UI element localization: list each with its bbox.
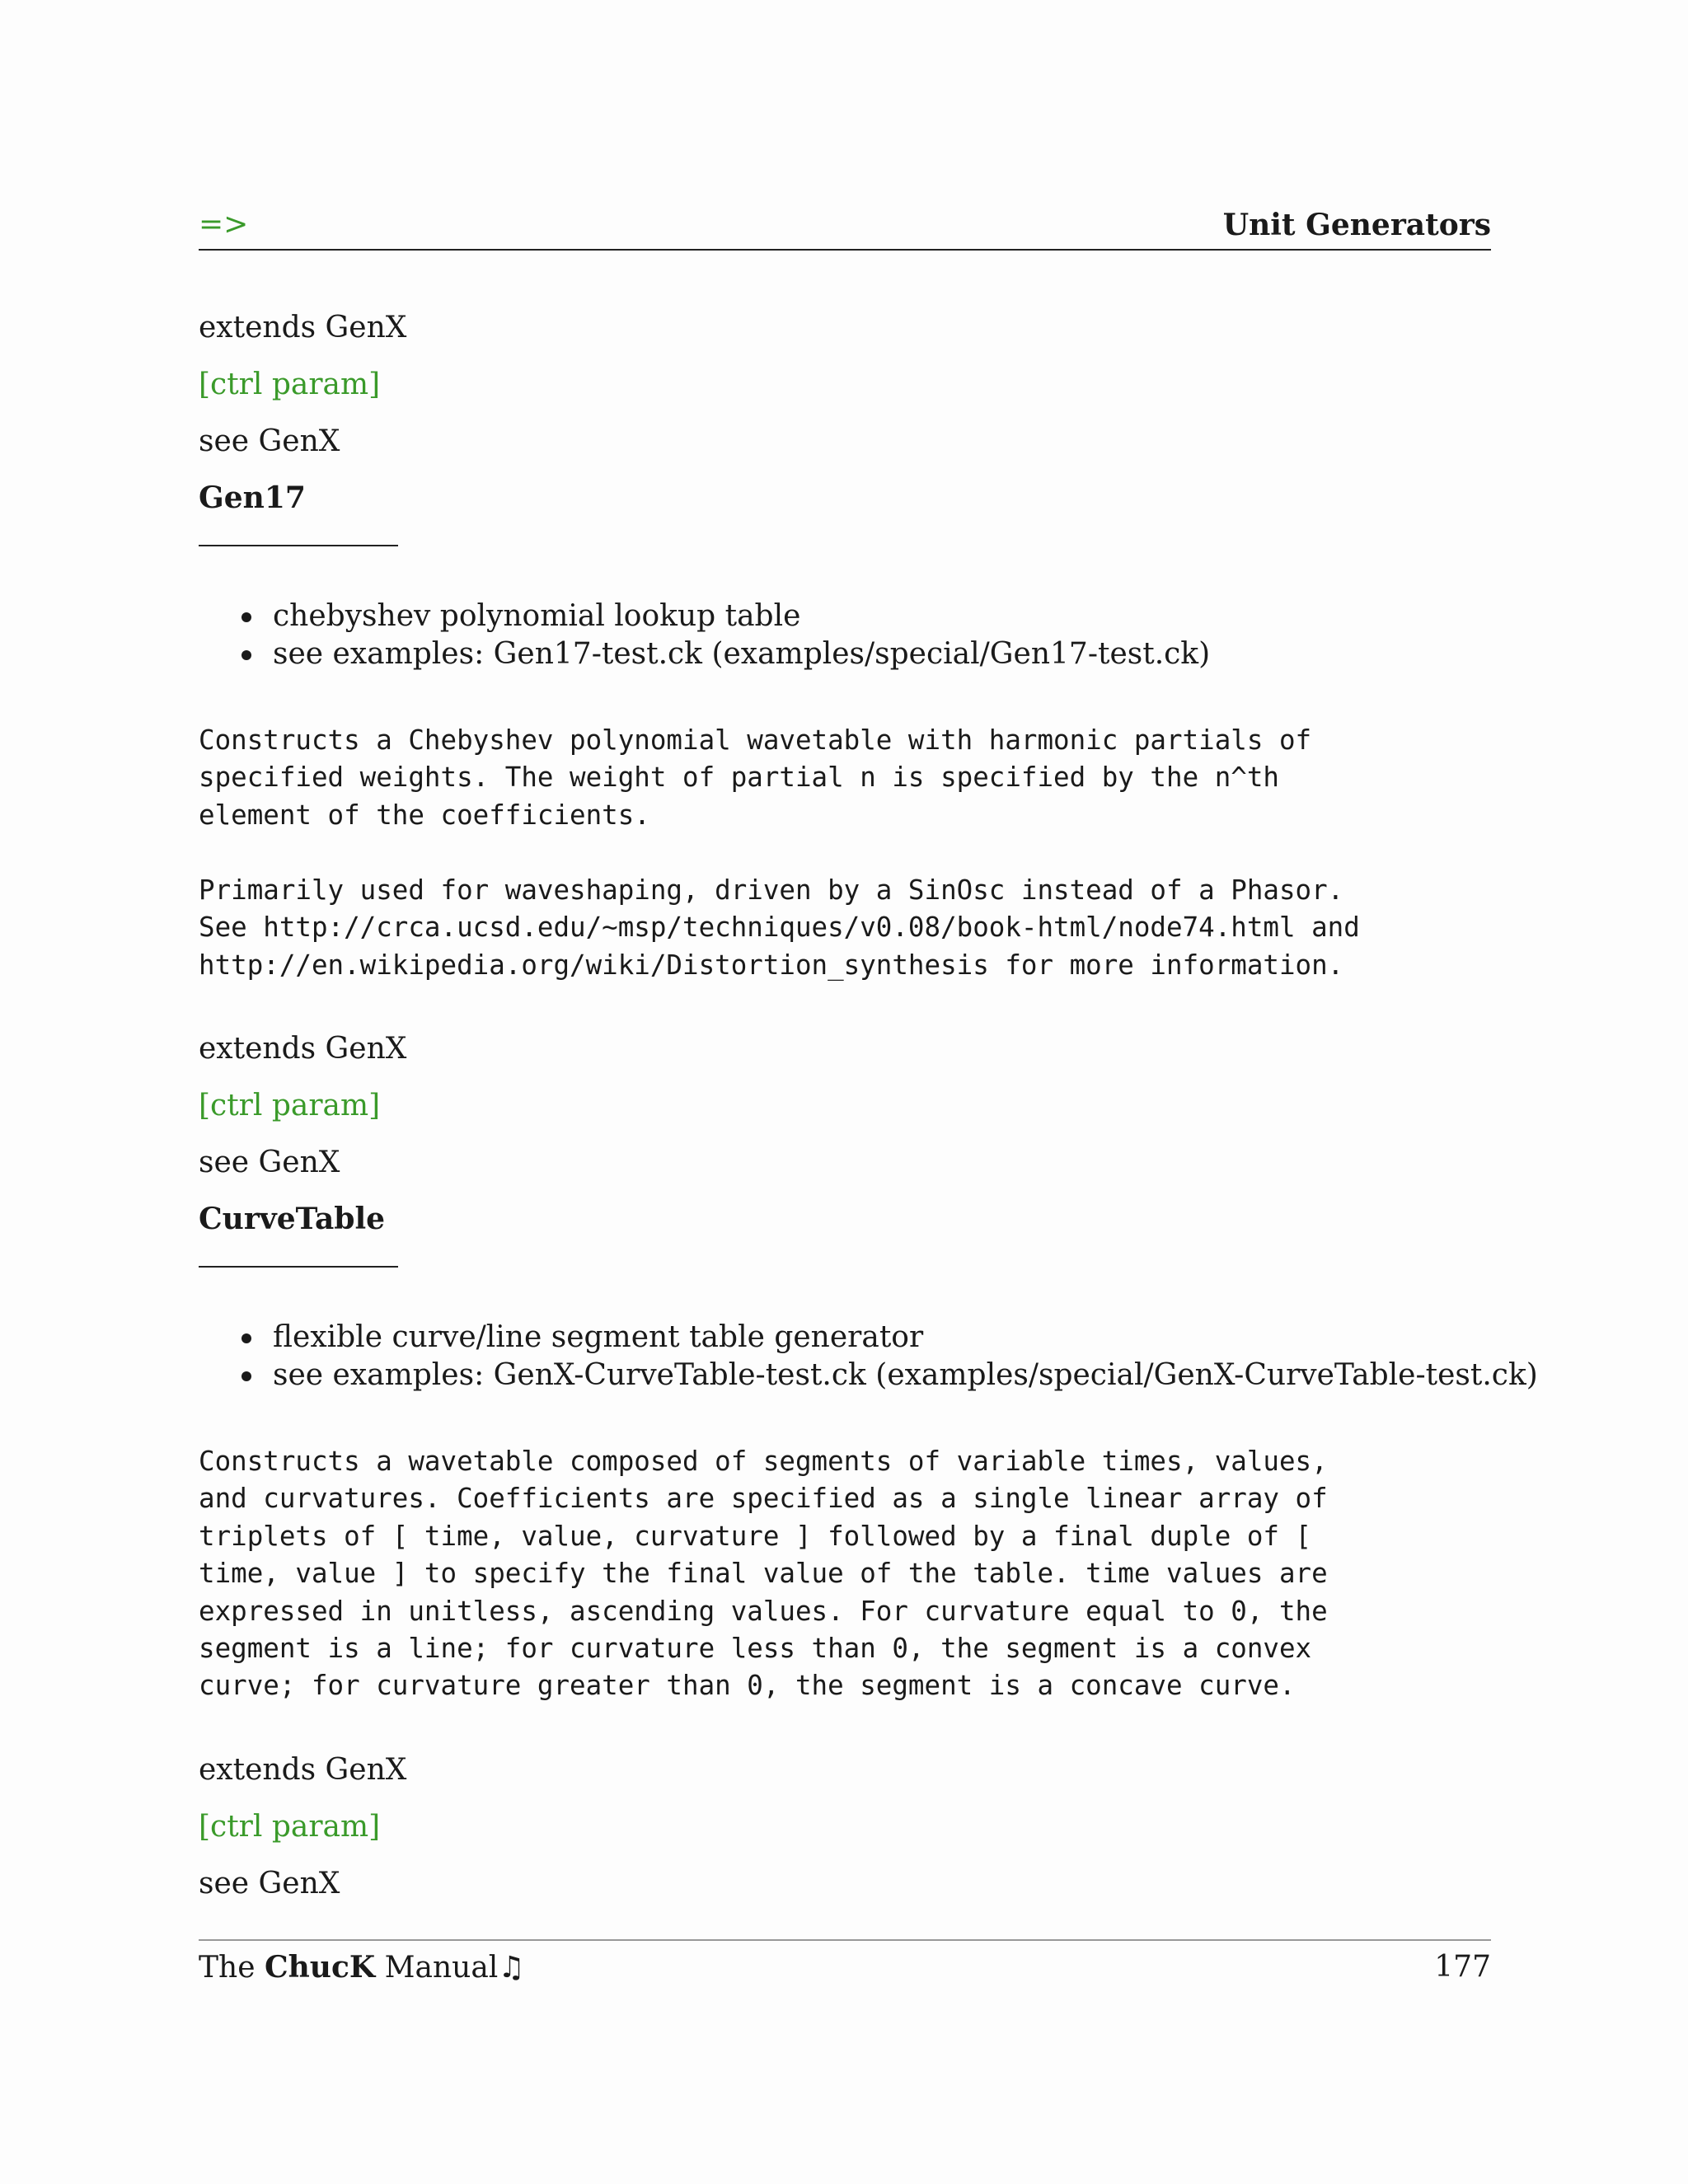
extends-text: extends GenX bbox=[199, 1032, 407, 1066]
gen17-rule bbox=[199, 545, 398, 546]
bullet-icon bbox=[241, 650, 251, 660]
list-item: chebyshev polynomial lookup table bbox=[241, 598, 1210, 635]
extends-text: extends GenX bbox=[199, 311, 407, 344]
ctrl-param-heading: [ctrl param] bbox=[199, 1810, 381, 1844]
bullet-icon bbox=[241, 612, 251, 622]
list-item: see examples: GenX-CurveTable-test.ck (examples/special/GenX-CurveTable-test.ck) bbox=[241, 1357, 1538, 1394]
gen17-description: Constructs a Chebyshev polynomial wavetable with harmonic partials of specified weights. The weight of partial n is specified by the n^th element of the coefficients. bbox=[199, 724, 1312, 831]
ctrl-param-heading: [ctrl param] bbox=[199, 1089, 381, 1122]
header-title: Unit Generators bbox=[1222, 208, 1491, 242]
curvetable-description: Constructs a wavetable composed of segments of variable times, values, and curvatures. Coefficients are specified as a single linear array of triplets of [ time, value, curvature ] followed by a final duple of [ time, value ] to specify the final value of the table. time values are expressed in unitless, ascending values. For curvature equal to 0, the segment is a line; for curvature less than 0, the segment is a convex curve; for curvature greater than 0, the segment is a concave curve. bbox=[199, 1446, 1328, 1702]
curvetable-rule bbox=[199, 1266, 398, 1268]
gen17-usage-note: Primarily used for waveshaping, driven by a SinOsc instead of a Phasor. See http://crca.ucsd.edu/~msp/techniques/v0.08/book-html/node74.html and http://en.wikipedia.org/wiki/Distortion_synthesis for more information. bbox=[199, 874, 1360, 981]
extends-text: extends GenX bbox=[199, 1753, 407, 1787]
music-note-icon: ♫ bbox=[498, 1951, 525, 1985]
page-number: 177 bbox=[1434, 1950, 1491, 1984]
ctrl-param-heading: [ctrl param] bbox=[199, 368, 381, 401]
see-text: see GenX bbox=[199, 1867, 340, 1900]
gen17-bullet-list bbox=[241, 598, 1210, 673]
curvetable-bullet-list bbox=[241, 1319, 1538, 1394]
bullet-icon bbox=[241, 1333, 251, 1343]
list-item: flexible curve/line segment table generator bbox=[241, 1319, 1538, 1357]
bullet-icon bbox=[241, 1371, 251, 1381]
header-arrow-link[interactable]: => bbox=[199, 208, 249, 241]
see-text: see GenX bbox=[199, 424, 340, 458]
curvetable-title: CurveTable bbox=[199, 1202, 386, 1236]
manual-page bbox=[199, 0, 1538, 2184]
see-text: see GenX bbox=[199, 1146, 340, 1179]
footer-rule bbox=[199, 1939, 1491, 1941]
list-item: see examples: Gen17-test.ck (examples/special/Gen17-test.ck) bbox=[241, 635, 1210, 673]
gen17-title: Gen17 bbox=[199, 480, 306, 515]
page-header bbox=[199, 206, 1491, 251]
footer-manual-title: The ChucK Manual♫ bbox=[199, 1950, 525, 1985]
